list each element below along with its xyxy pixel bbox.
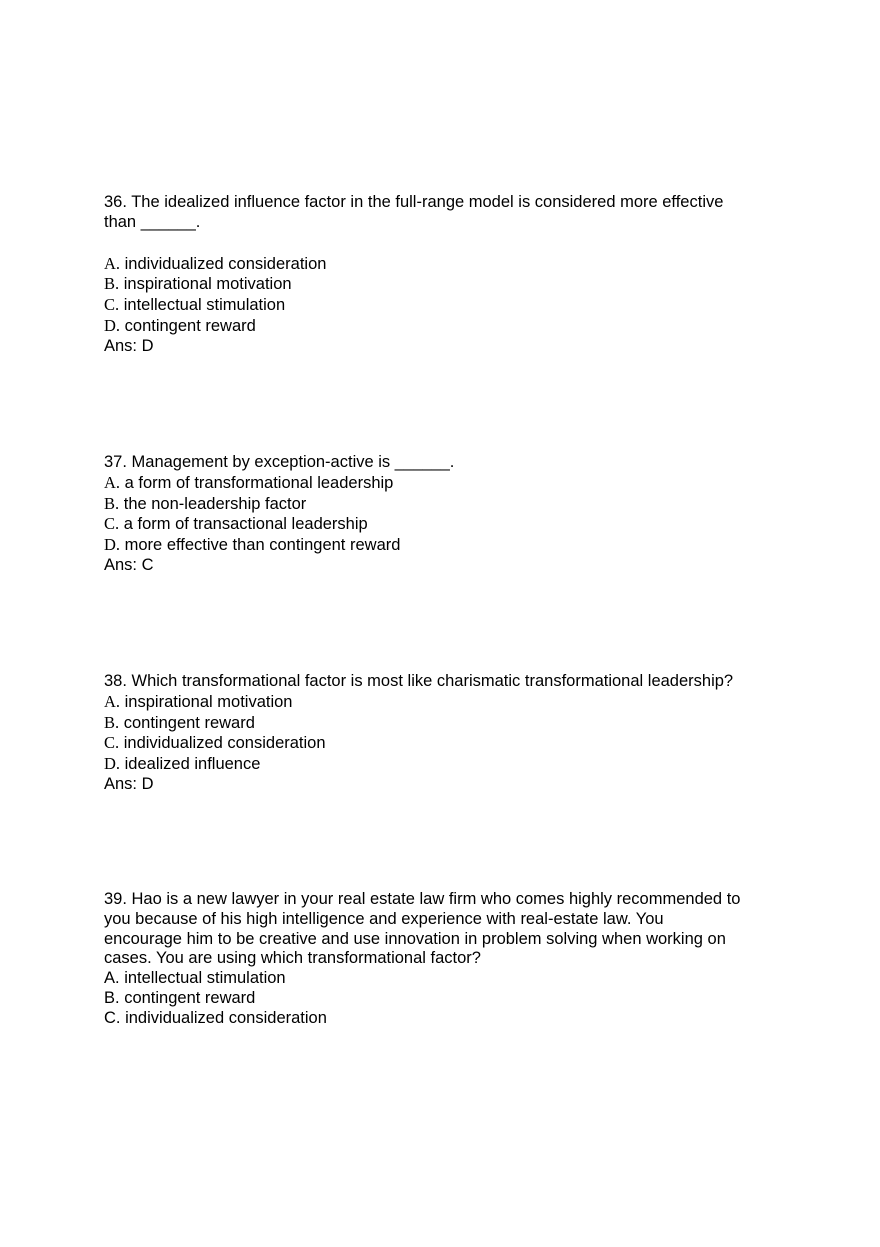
option-letter: A. [104, 253, 121, 273]
question-stem-line: than ______. [104, 212, 201, 231]
option-text: individualized consideration [124, 254, 327, 273]
question-38 [104, 672, 784, 795]
option-text: more effective than contingent reward [124, 536, 401, 555]
answer-option-a [104, 969, 784, 989]
option-text: contingent reward [123, 713, 255, 732]
option-text: contingent reward [124, 316, 256, 335]
option-text: individualized consideration [125, 1008, 327, 1027]
question-39 [104, 890, 784, 1029]
question-37 [104, 453, 784, 576]
answer-option-d [104, 754, 784, 775]
question-stem-line: 38. Which transformational factor is most like charismatic transformational leadership? [104, 672, 734, 690]
spacer [104, 233, 784, 254]
answer-option-c [104, 733, 784, 754]
question-stem-line: encourage him to be creative and use innovation in problem solving when working on [104, 929, 726, 948]
answer-key: Ans: D [104, 774, 154, 793]
answer-key: Ans: D [104, 336, 154, 355]
option-letter: C. [104, 733, 120, 753]
answer-option-a [104, 473, 784, 494]
option-letter: C. [104, 295, 120, 315]
option-letter: A. [104, 969, 120, 988]
option-letter: A. [104, 472, 121, 492]
option-text: contingent reward [124, 988, 256, 1007]
answer-option-b [104, 494, 784, 515]
question-stem-line: 39. Hao is a new lawyer in your real estate law firm who comes highly recommended to [104, 890, 741, 908]
option-text: the non-leadership factor [123, 494, 307, 513]
answer-option-a [104, 254, 784, 275]
answer-option-c [104, 514, 784, 535]
option-letter: B. [104, 712, 120, 732]
answer-key: Ans: C [104, 555, 154, 574]
option-letter: C. [104, 1008, 121, 1027]
option-text: a form of transactional leadership [123, 515, 368, 534]
question-stem-line: 37. Management by exception-active is ______. [104, 453, 455, 471]
option-text: individualized consideration [123, 734, 326, 753]
answer-option-a [104, 692, 784, 713]
answer-option-d [104, 316, 784, 337]
answer-option-d [104, 535, 784, 556]
answer-option-c [104, 1009, 784, 1029]
option-letter: B. [104, 493, 120, 513]
option-text: inspirational motivation [124, 692, 293, 711]
question-36 [104, 193, 784, 357]
question-stem-line: you because of his high intelligence and experience with real-estate law. You [104, 909, 664, 928]
option-text: intellectual stimulation [124, 969, 286, 988]
option-text: intellectual stimulation [123, 296, 286, 315]
option-text: a form of transformational leadership [124, 473, 394, 492]
answer-option-b [104, 274, 784, 295]
option-letter: D. [104, 535, 121, 555]
question-stem-line: 36. The idealized influence factor in the full-range model is considered more effective [104, 193, 724, 211]
option-letter: B. [104, 988, 120, 1007]
answer-option-b [104, 989, 784, 1009]
option-letter: C. [104, 514, 120, 534]
option-letter: D. [104, 315, 121, 335]
option-letter: D. [104, 754, 121, 774]
option-text: idealized influence [124, 755, 261, 774]
answer-option-c [104, 295, 784, 316]
question-stem-line: cases. You are using which transformational factor? [104, 949, 481, 968]
answer-option-b [104, 713, 784, 734]
option-letter: A. [104, 691, 121, 711]
option-letter: B. [104, 274, 120, 294]
option-text: inspirational motivation [123, 275, 292, 294]
